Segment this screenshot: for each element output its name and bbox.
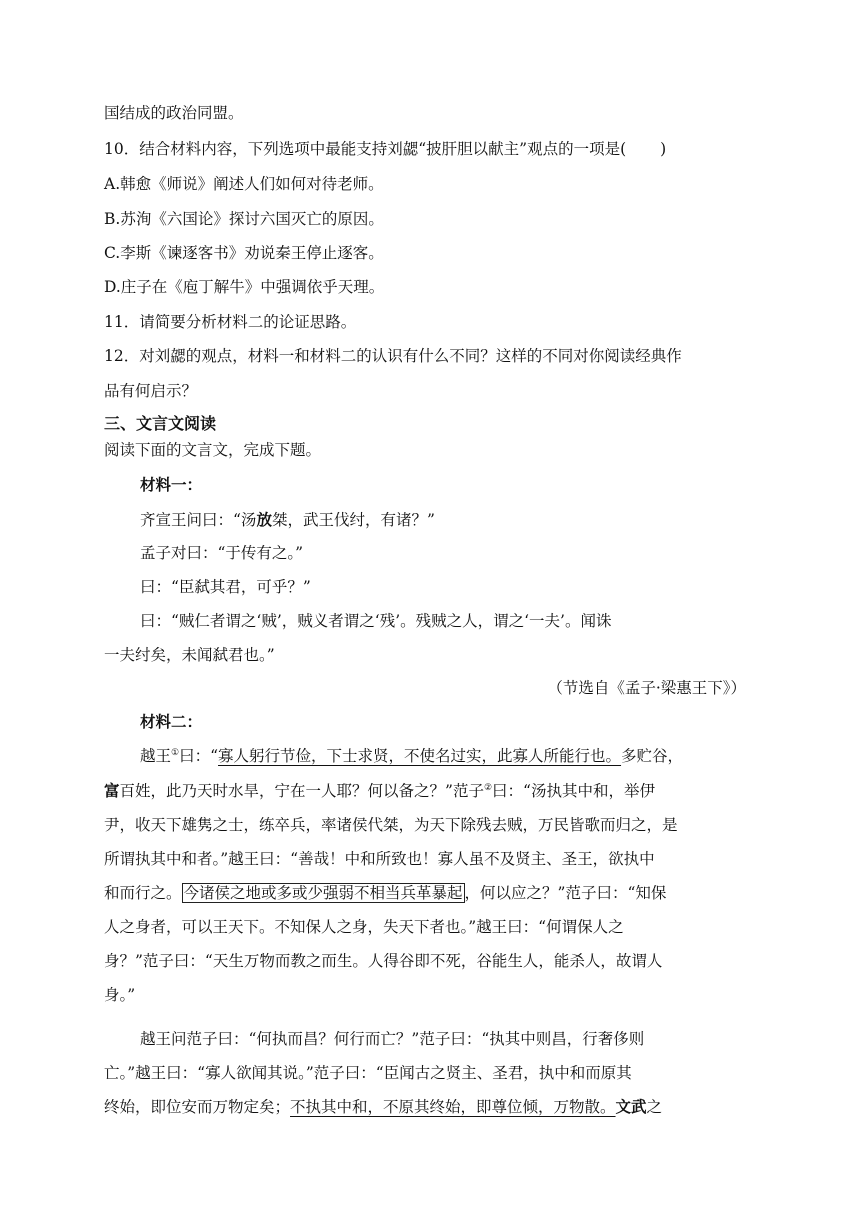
- material-2-line: 所谓执其中和者。”越王曰：“善哉！中和所致也！寡人虽不及贤主、圣王，欲执中: [104, 850, 655, 868]
- text-span: 曰：“汤执其中和，举伊: [492, 782, 655, 800]
- material-2-title: 材料二：: [140, 712, 203, 731]
- text-span: 终始，即位安而万物定矣；: [104, 1098, 291, 1116]
- material-1-line: 孟子对曰：“于传有之。”: [140, 544, 304, 562]
- material-2-line: 身。”: [104, 986, 136, 1004]
- option-d: D.庄子在《庖丁解牛》中强调依乎天理。: [104, 278, 385, 296]
- text-span: 之: [646, 1098, 663, 1116]
- material-2-line: [104, 781, 655, 801]
- boxed-sentence: 今诸侯之地或多或少强弱不相当兵革暴起: [183, 884, 463, 902]
- emphasized-word: 富: [104, 781, 120, 800]
- footnote-marker: ①: [171, 747, 180, 758]
- material-2-line: [140, 746, 683, 766]
- question-10-paren: ): [660, 140, 667, 158]
- question-12-line1: 12．对刘勰的观点，材料一和材料二的认识有什么不同？这样的不同对你阅读经典作: [104, 347, 682, 365]
- text-span: 和而行之。: [104, 884, 182, 902]
- material-2-line: 人之身者，可以王天下。不知保人之身，失天下者也。”越王曰：“何谓保人之: [104, 918, 624, 936]
- material-2-line: 亡。”越王曰：“寡人欲闻其说。”范子曰：“臣闻古之贤主、圣君，执中和而原其: [104, 1064, 632, 1082]
- question-10: [104, 139, 666, 159]
- question-10-text: 10．结合材料内容，下列选项中最能支持刘勰“披肝胆以献主”观点的一项是(: [104, 140, 627, 158]
- material-1-line: 一夫纣矣，未闻弑君也。”: [104, 646, 275, 664]
- material-2-line: [104, 883, 666, 903]
- text-span: ，何以应之？”范子曰：“知保: [464, 884, 667, 902]
- text-line: 国结成的政治同盟。: [104, 104, 244, 122]
- text-span: 越王: [140, 747, 172, 765]
- material-1-source: （节选自《孟子·梁惠王下》）: [547, 679, 746, 697]
- emphasized-word: 放: [256, 510, 272, 529]
- text-span: 曰：“: [179, 747, 219, 765]
- material-2-line: [104, 1097, 662, 1117]
- question-11: 11．请简要分析材料二的论证思路。: [104, 313, 357, 331]
- material-1-line: 曰：“臣弑其君，可乎？”: [140, 578, 311, 596]
- footnote-marker: ②: [483, 782, 493, 793]
- underlined-sentence: 寡人躬行节俭，下士求贤，不使名过实，此寡人所能行也。: [218, 747, 622, 765]
- underlined-sentence: 不执其中和，不原其终始，即尊位倾，万物散。: [290, 1098, 616, 1116]
- option-c: C.李斯《谏逐客书》劝说秦王停止逐客。: [104, 244, 384, 262]
- question-12-line2: 品有何启示？: [104, 382, 198, 400]
- text-span: 桀，武王伐纣，有诸？”: [271, 511, 435, 529]
- text-span: 齐宣王问曰：“汤: [140, 511, 257, 529]
- material-2-line: 身？”范子曰：“天生万物而教之而生。人得谷即不死，谷能生人，能杀人，故谓人: [104, 952, 663, 970]
- section-heading: 三、文言文阅读: [104, 414, 217, 433]
- emphasized-word: 文武: [615, 1097, 647, 1116]
- option-a: A.韩愈《师说》阐述人们如何对待老师。: [104, 175, 384, 193]
- text-span: 百姓，此乃天时水旱，宁在一人耶？何以备之？”范子: [119, 782, 484, 800]
- material-2-line: 越王问范子曰：“何执而昌？何行而亡？”范子曰：“执其中则昌，行奢侈则: [140, 1030, 645, 1048]
- option-b: B.苏洵《六国论》探讨六国灭亡的原因。: [104, 210, 384, 228]
- material-1-line: [140, 510, 435, 530]
- material-1-title: 材料一：: [140, 475, 203, 494]
- material-1-line: 曰：“贼仁者谓之‘贼’，贼义者谓之‘残’。残贼之人，谓之‘一夫’。闻诛: [140, 612, 612, 630]
- text-span: 多贮谷，: [621, 747, 684, 765]
- material-2-line: 尹，收天下雄隽之士，练卒兵，率诸侯代桀，为天下除残去贼，万民皆歌而归之，是: [104, 816, 678, 834]
- section-intro: 阅读下面的文言文，完成下题。: [104, 441, 322, 459]
